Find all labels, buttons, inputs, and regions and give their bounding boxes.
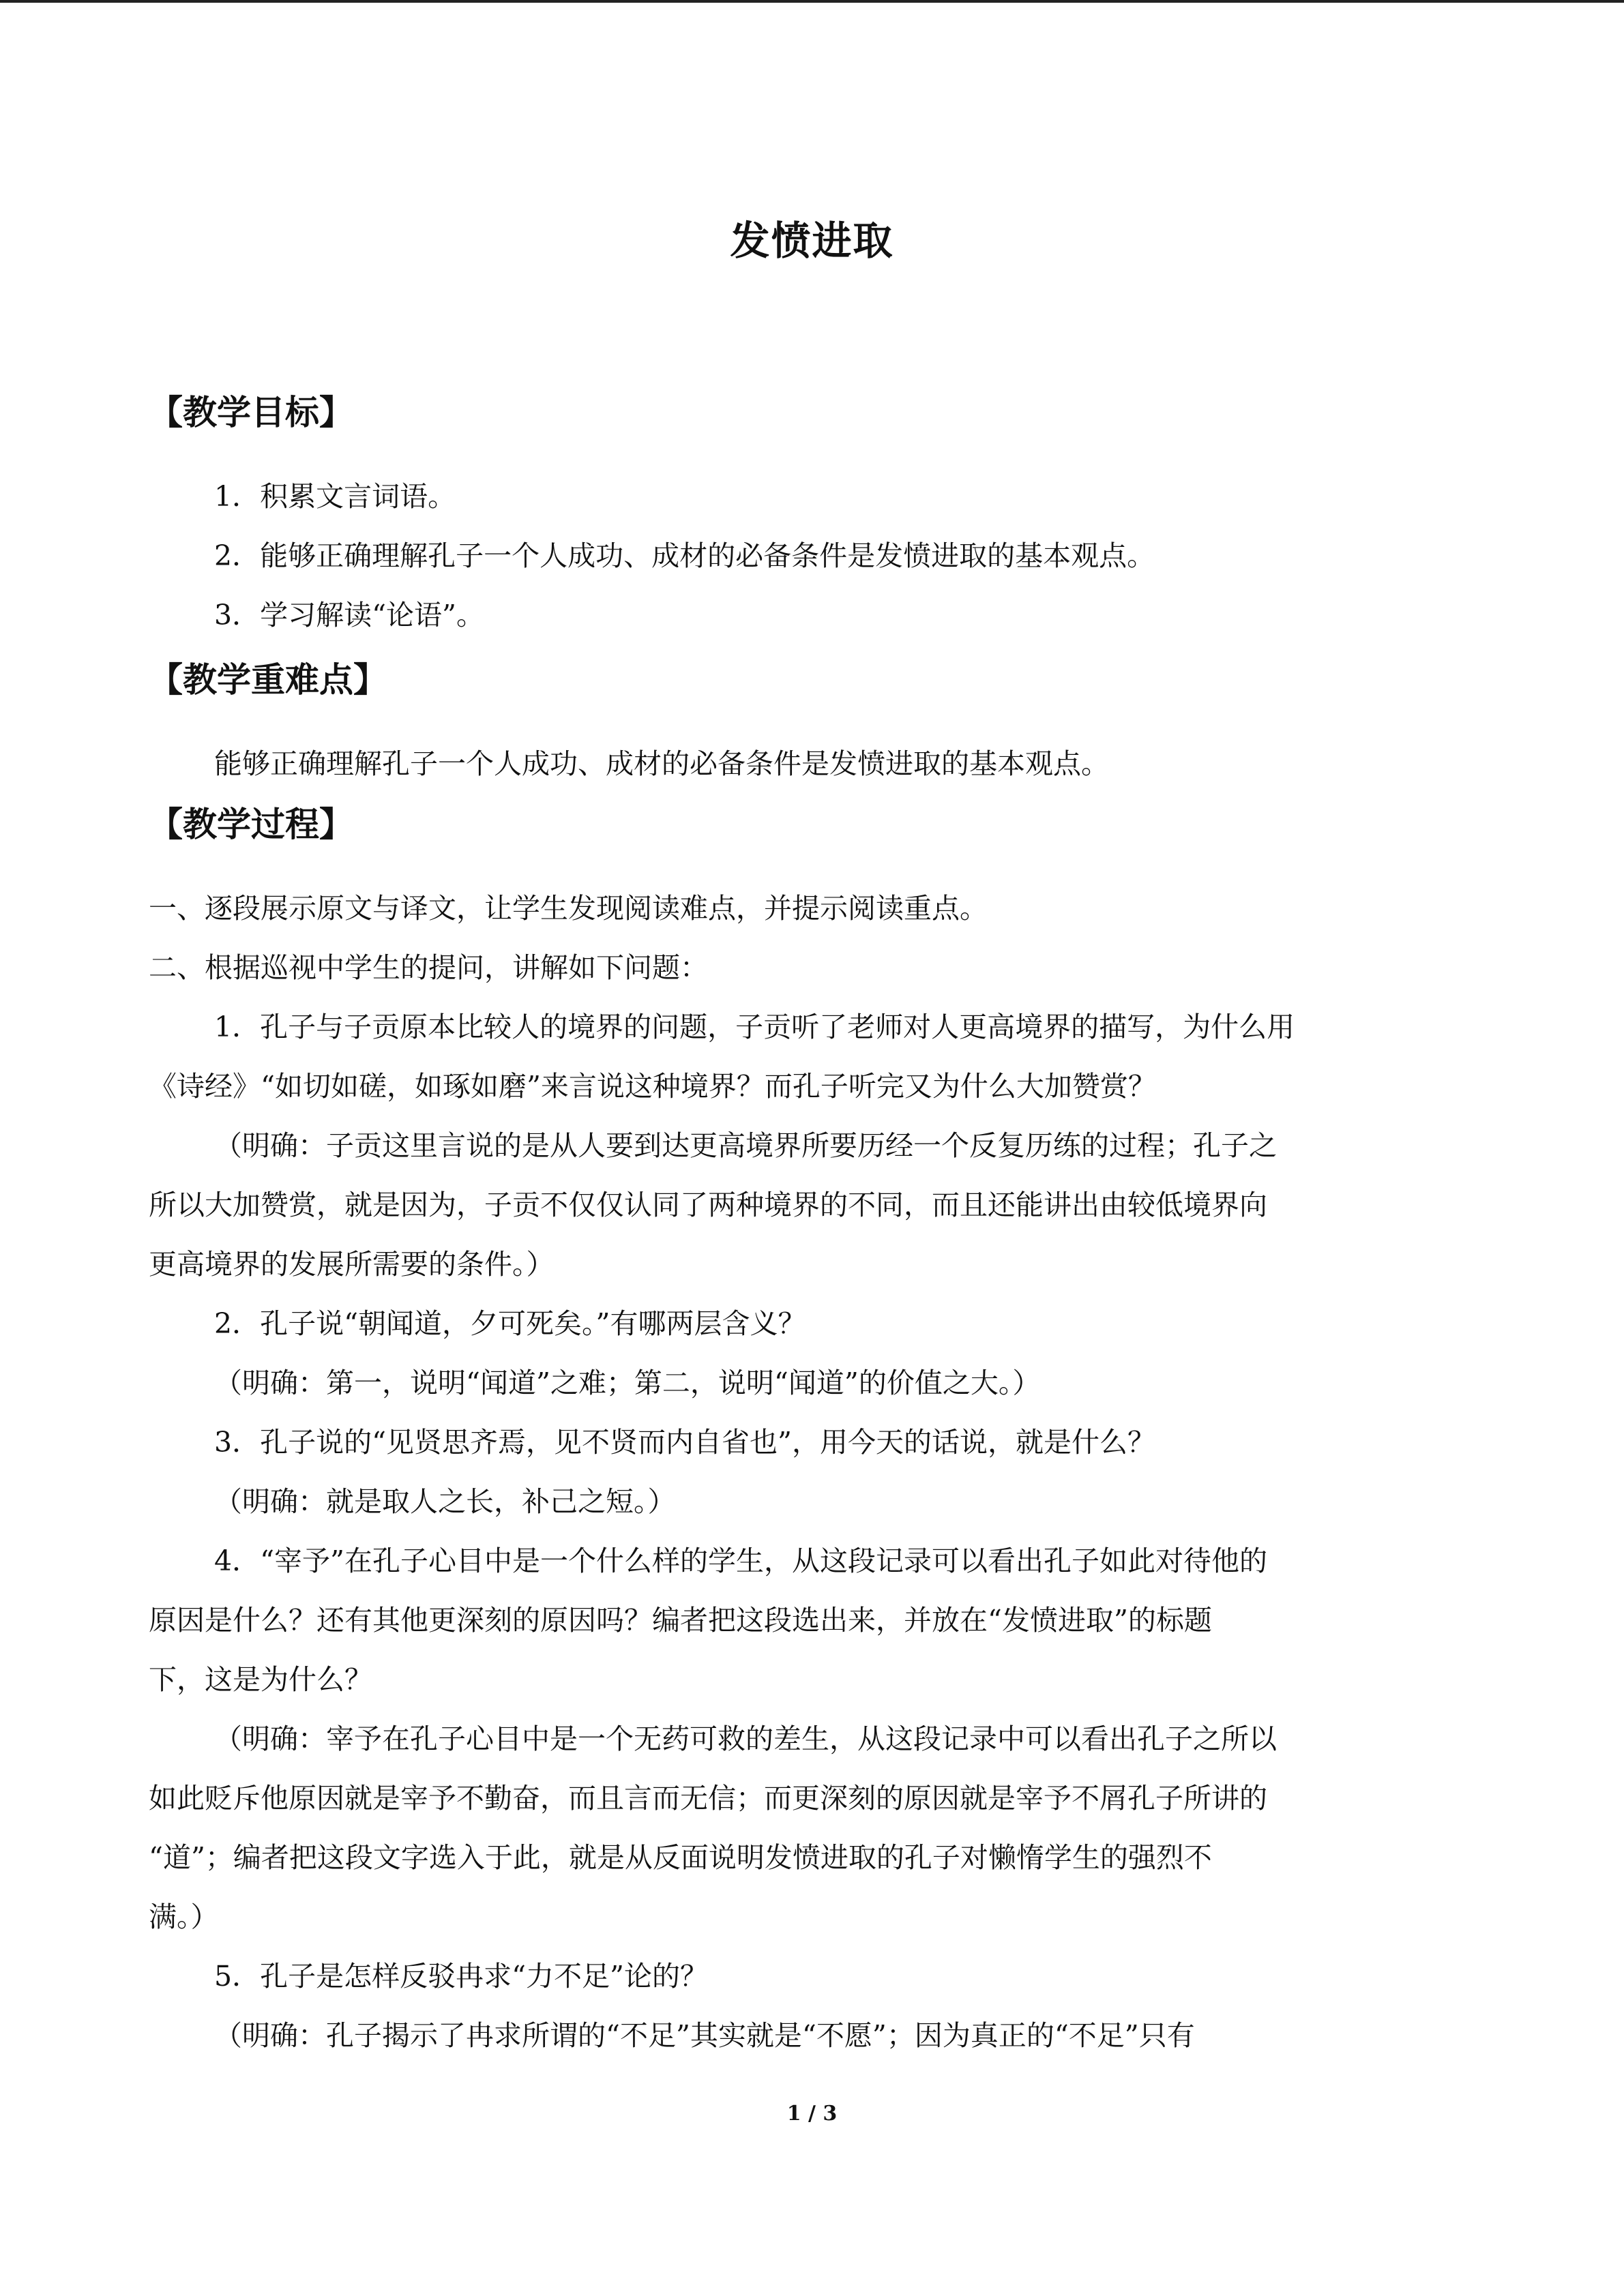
section-heading-process: 【教学过程】: [149, 805, 353, 844]
process-line: 所以大加赞赏，就是因为，子贡不仅仅认同了两种境界的不同，而且还能讲出由较低境界向: [149, 1189, 1267, 1221]
process-line: 如此贬斥他原因就是宰予不勤奋，而且言而无信；而更深刻的原因就是宰予不屑孔子所讲的: [149, 1782, 1267, 1815]
section-heading-goals: 【教学目标】: [149, 393, 353, 432]
process-line: 满。）: [149, 1900, 219, 1933]
process-line: 5．孔子是怎样反驳冉求“力不足”论的？: [214, 1960, 709, 1993]
process-line: 下，这是为什么？: [149, 1663, 372, 1696]
goal-item-2: 2．能够正确理解孔子一个人成功、成材的必备条件是发愤进取的基本观点。: [214, 539, 1155, 572]
goal-item-1: 1．积累文言词语。: [214, 480, 456, 513]
keypoints-text: 能够正确理解孔子一个人成功、成材的必备条件是发愤进取的基本观点。: [214, 747, 1109, 780]
process-line: 3．孔子说的“见贤思齐焉，见不贤而内自省也”，用今天的话说，就是什么？: [214, 1426, 1156, 1459]
process-line: 《诗经》“如切如磋，如琢如磨”来言说这种境界？而孔子听完又为什么大加赞赏？: [149, 1070, 1156, 1103]
process-line: 1．孔子与子贡原本比较人的境界的问题，子贡听了老师对人更高境界的描写，为什么用: [214, 1011, 1295, 1043]
process-line: （明确：宰予在孔子心目中是一个无药可救的差生，从这段记录中可以看出孔子之所以: [214, 1723, 1277, 1755]
process-line: （明确：孔子揭示了冉求所谓的“不足”其实就是“不愿”；因为真正的“不足”只有: [214, 2019, 1195, 2052]
process-line: “道”；编者把这段文字选入于此，就是从反面说明发愤进取的孔子对懒惰学生的强烈不: [149, 1841, 1212, 1874]
process-line: 4．“宰予”在孔子心目中是一个什么样的学生，从这段记录可以看出孔子如此对待他的: [214, 1545, 1268, 1577]
page-top-border: [0, 0, 1624, 3]
process-line: 二、根据巡视中学生的提问，讲解如下问题：: [149, 951, 708, 984]
process-line: 原因是什么？还有其他更深刻的原因吗？编者把这段选出来，并放在“发愤进取”的标题: [149, 1604, 1212, 1637]
document-title: 发愤进取: [730, 218, 894, 264]
process-line: 更高境界的发展所需要的条件。）: [149, 1248, 555, 1281]
goal-item-3: 3．学习解读“论语”。: [214, 599, 485, 631]
process-line: （明确：第一，说明“闻道”之难；第二，说明“闻道”的价值之大。）: [214, 1367, 1041, 1399]
section-heading-keypoints: 【教学重难点】: [149, 660, 387, 700]
process-line: 2．孔子说“朝闻道，夕可死矣。”有哪两层含义？: [214, 1307, 806, 1340]
process-line: （明确：就是取人之长，补己之短。）: [214, 1485, 676, 1518]
page-number: 1 / 3: [786, 2102, 838, 2126]
process-line: 一、逐段展示原文与译文，让学生发现阅读难点，并提示阅读重点。: [149, 892, 988, 925]
process-line: （明确：子贡这里言说的是从人要到达更高境界所要历经一个反复历练的过程；孔子之: [214, 1129, 1277, 1162]
